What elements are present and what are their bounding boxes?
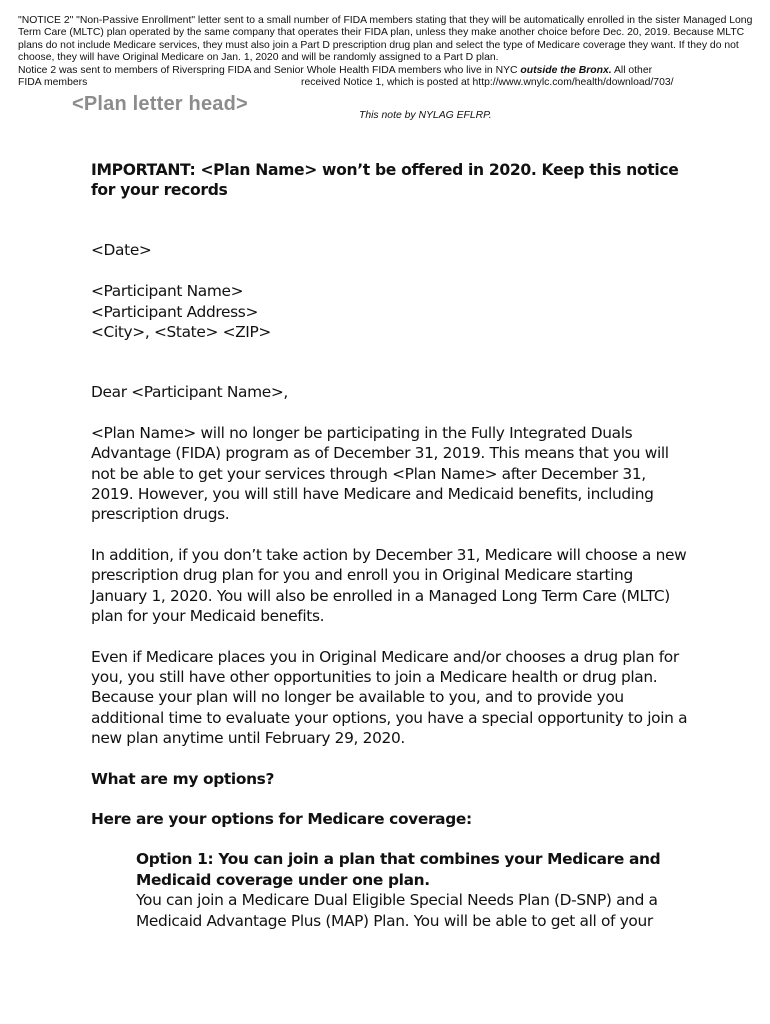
paragraph-plan-ending: <Plan Name> will no longer be participating in the Fully Integrated Duals Advantage (FIDA) program as of December 31, 2019. This means that you will not be able to get your services through <Plan Name> after December 31, 2019. However, you will still have Medicare and Medicaid benefits, including prescription drugs. [91, 423, 669, 524]
letter-date: <Date> [91, 240, 152, 259]
nylag-notice-note [18, 15, 753, 90]
heading-medicare-coverage-options: Here are your options for Medicare coverage: [91, 809, 472, 828]
option-1-block [136, 849, 691, 931]
important-heading: IMPORTANT: <Plan Name> won’t be offered in 2020. Keep this notice for your records [91, 161, 679, 200]
notice-outside-bronx: outside the Bronx. [520, 64, 612, 76]
nylag-attribution: This note by NYLAG EFLRP. [359, 110, 492, 121]
plan-letter-head-placeholder: <Plan letter head> [72, 93, 248, 115]
option-1-text: You can join a Medicare Dual Eligible Special Needs Plan (D-SNP) and a Medicaid Advantage Plus (MAP) Plan. You will be able to get all of your [136, 891, 658, 930]
notice-recipients-end: All other [611, 64, 653, 76]
participant-address: <Participant Address> [91, 302, 259, 321]
notice-other-members-row [18, 77, 753, 90]
notice-other-members-start: FIDA members [18, 77, 88, 89]
heading-what-are-my-options: What are my options? [91, 769, 275, 788]
notice-recipients-start: Notice 2 was sent to members of Riverspring FIDA and Senior Whole Health FIDA members who live in NYC [18, 64, 521, 76]
participant-city-state-zip: <City>, <State> <ZIP> [91, 323, 271, 342]
letter-salutation: Dear <Participant Name>, [91, 383, 288, 402]
notice-recipients-text [18, 65, 753, 77]
paragraph-medicare-auto-enroll: In addition, if you don’t take action by December 31, Medicare will choose a new prescription drug plan for you and enroll you in Original Medicare starting January 1, 2020. You will also be enrolled in a Managed Long Term Care (MLTC) plan for your Medicaid benefits. [91, 545, 687, 626]
paragraph-special-opportunity: Even if Medicare places you in Original Medicare and/or chooses a drug plan for you, you still have other opportunities to join a Medicare health or drug plan. Because your plan will no longer be available to you, and to provide you additional time to evaluate your options, you have a special opportunity to join a new plan anytime until February 29, 2020. [91, 647, 688, 748]
notice-intro-text: "NOTICE 2" "Non-Passive Enrollment" letter sent to a small number of FIDA members stating that they will be automatically enrolled in the sister Managed Long Term Care (MLTC) plan operated by the same company that operates their FIDA plan, unless they make another choice before Dec. 20, 2019. Because MLTC plans do not include Medicare services, they must also join a Part D prescription drug plan and select the type of Medicare coverage they want. If they do not choose, they will have Original Medicare on Jan. 1, 2020 and will be randomly assigned to a Part D plan. [18, 15, 753, 64]
participant-name: <Participant Name> [91, 282, 244, 301]
letter-body [91, 160, 691, 931]
notice-notice1-link-text: received Notice 1, which is posted at http://www.wnylc.com/health/download/703/ [301, 77, 674, 89]
option-1-heading: Option 1: You can join a plan that combines your Medicare and Medicaid coverage under one plan. [136, 850, 661, 889]
